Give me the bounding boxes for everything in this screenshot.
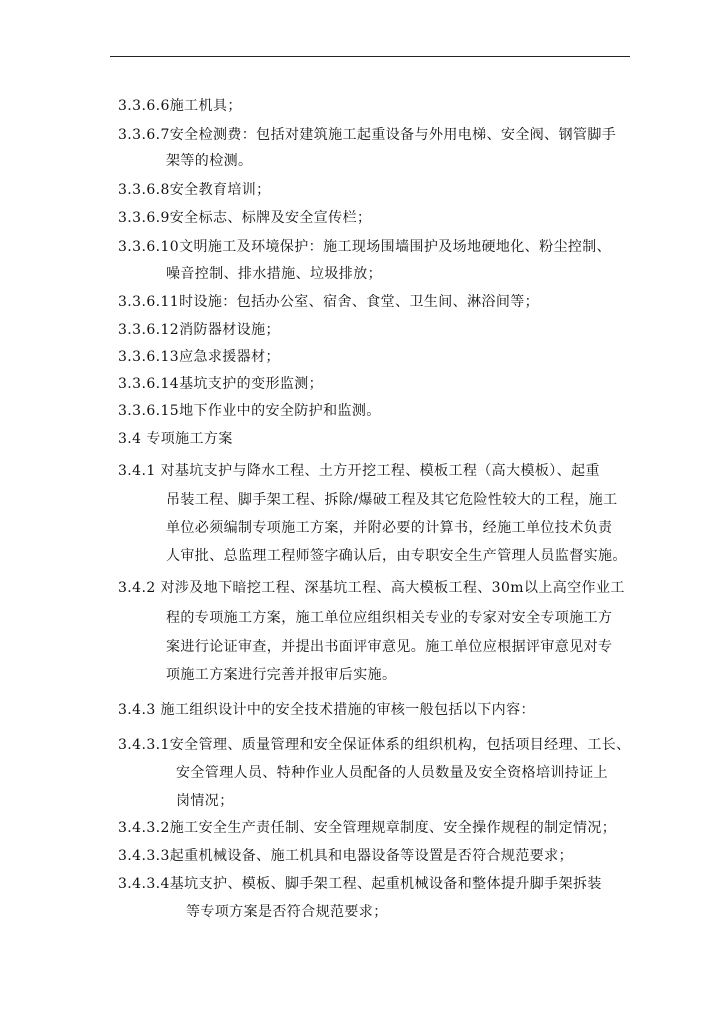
text-line: 案进行论证审查，并提出书面评审意见。施工单位应根据评审意见对专 bbox=[166, 639, 613, 655]
header-rule bbox=[110, 56, 630, 57]
text-line: 3.3.6.14基坑支护的变形监测； bbox=[118, 376, 324, 392]
text-line: 3.3.6.6施工机具； bbox=[118, 98, 242, 114]
text-line: 项施工方案进行完善并报审后实施。 bbox=[166, 667, 397, 683]
text-line: 人审批、总监理工程师签字确认后，由专职安全生产管理人员监督实施。 bbox=[166, 548, 627, 564]
section-heading: 3.4 专项施工方案 bbox=[118, 431, 233, 447]
text-line: 3.3.6.9安全标志、标牌及安全宣传栏； bbox=[118, 210, 372, 226]
text-line: 架等的检测。 bbox=[166, 153, 253, 169]
text-line: 3.3.6.8安全教育培训； bbox=[118, 182, 271, 198]
text-line: 岗情况； bbox=[176, 793, 234, 809]
text-line: 吊装工程、脚手架工程、拆除/爆破工程及其它危险性较大的工程，施工 bbox=[166, 492, 618, 508]
text-line: 3.4.2 对涉及地下暗挖工程、深基坑工程、高大模板工程、30m以上高空作业工 bbox=[118, 580, 625, 596]
text-line: 3.3.6.12消防器材设施； bbox=[118, 322, 280, 338]
text-line: 3.4.3.1安全管理、质量管理和安全保证体系的组织机构，包括项目经理、工长、 bbox=[118, 737, 631, 753]
text-line: 安全管理人员、特种作业人员配备的人员数量及安全资格培训持证上 bbox=[176, 765, 608, 781]
text-line: 3.4.3.2施工安全生产责任制、安全管理规章制度、安全操作规程的制定情况； bbox=[118, 820, 617, 836]
text-line: 3.4.1 对基坑支护与降水工程、土方开挖工程、模板工程（高大模板）、起重 bbox=[118, 463, 600, 479]
text-line: 等专项方案是否符合规范要求； bbox=[186, 904, 388, 920]
text-line: 3.3.6.7安全检测费：包括对建筑施工起重设备与外用电梯、安全阀、钢管脚手 bbox=[118, 127, 617, 143]
text-line: 单位必须编制专项施工方案，并附必要的计算书，经施工单位技术负责 bbox=[166, 520, 613, 536]
text-line: 3.3.6.15地下作业中的安全防护和监测。 bbox=[118, 403, 381, 419]
text-line: 3.4.3 施工组织设计中的安全技术措施的审核一般包括以下内容： bbox=[118, 702, 535, 718]
text-line: 3.4.3.4基坑支护、模板、脚手架工程、起重机械设备和整体提升脚手架拆装 bbox=[118, 876, 602, 892]
text-line: 3.3.6.13应急求援器材； bbox=[118, 349, 280, 365]
text-line: 3.4.3.3起重机械设备、施工机具和电器设备等设置是否符合规范要求； bbox=[118, 848, 573, 864]
text-line: 程的专项施工方案，施工单位应组织相关专业的专家对安全专项施工方 bbox=[166, 610, 613, 626]
text-line: 3.3.6.11时设施：包括办公室、宿舍、食堂、卫生间、淋浴间等； bbox=[118, 294, 540, 310]
text-line: 3.3.6.10文明施工及环境保护：施工现场围墙围护及场地硬地化、粉尘控制、 bbox=[118, 239, 612, 255]
text-line: 噪音控制、排水措施、垃圾排放； bbox=[166, 266, 382, 282]
